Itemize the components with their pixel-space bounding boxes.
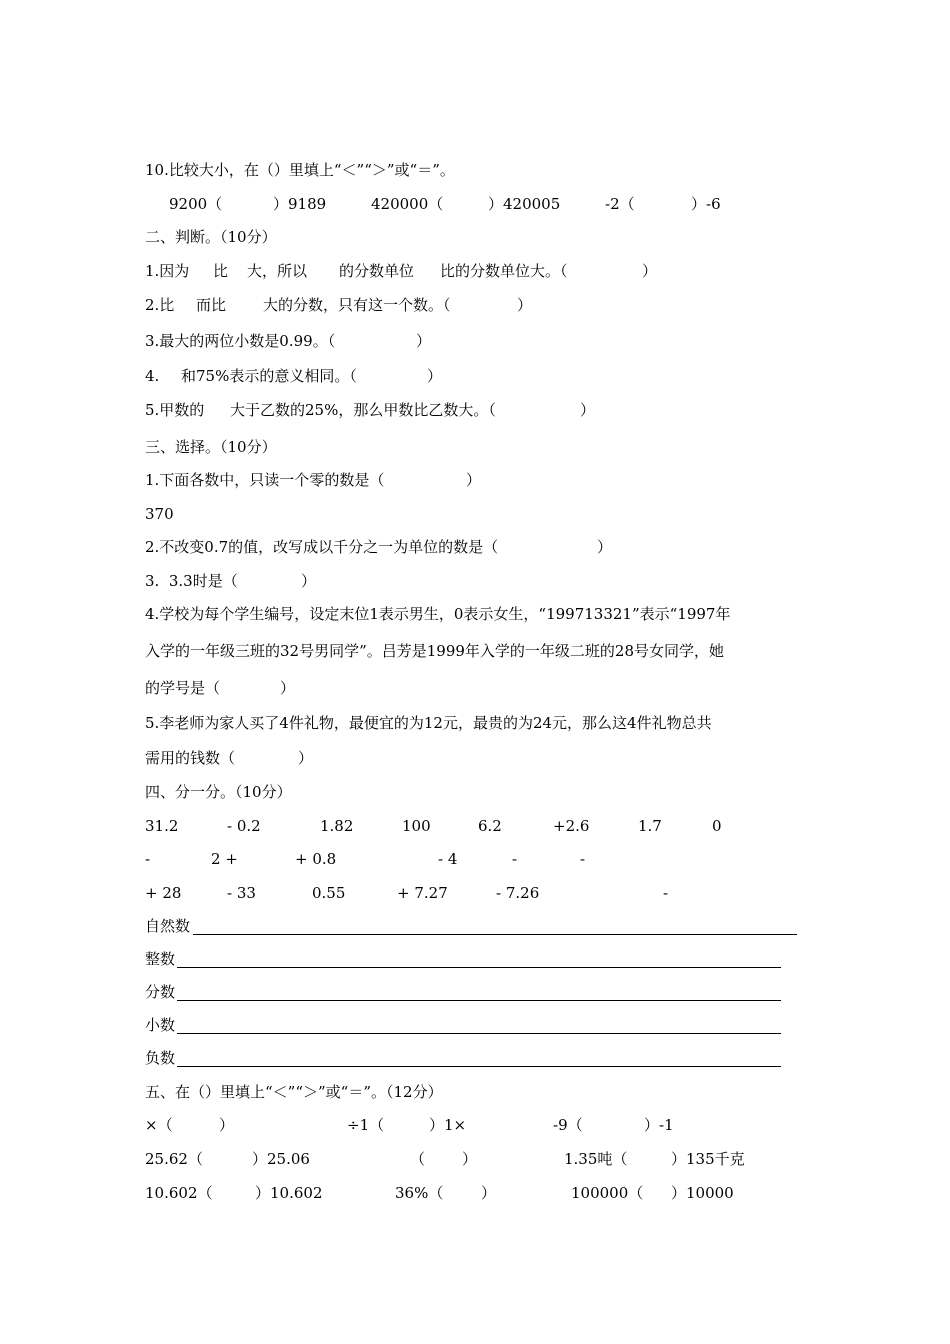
compare-item: ）10.602 xyxy=(255,1184,323,1202)
choice-item-5: 需用的钱数（ xyxy=(145,749,236,767)
answer-line[interactable] xyxy=(177,967,781,968)
q10-item: ）-6 xyxy=(691,195,721,213)
number-item: 100 xyxy=(402,817,431,835)
judge-item-1: 的分数单位 xyxy=(339,262,415,280)
compare-item: ） xyxy=(481,1184,497,1202)
choice-item-2: 2.不改变0.7的值，改写成以千分之一为单位的数是（ xyxy=(145,538,499,556)
number-item: 0 xyxy=(712,817,722,835)
number-item: - 7.26 xyxy=(496,884,540,902)
choice-item-4: 入学的一年级三班的32号男同学”。吕芳是1999年入学的一年级二班的28号女同学，她 xyxy=(145,642,725,660)
judge-item-4: 4. xyxy=(145,367,160,385)
compare-item: ）-1 xyxy=(644,1116,674,1134)
compare-item: （ xyxy=(410,1150,426,1168)
choice-option: 370 xyxy=(145,505,174,523)
q10-item: -2（ xyxy=(605,195,635,213)
answer-line[interactable] xyxy=(177,1000,781,1001)
compare-item: ×（ xyxy=(145,1116,173,1134)
compare-item: ）1× xyxy=(429,1116,467,1134)
number-item: - xyxy=(580,850,586,868)
category-label-decimal: 小数 xyxy=(145,1016,176,1034)
choice-item-3: ） xyxy=(301,572,317,590)
category-label-fraction: 分数 xyxy=(145,983,176,1001)
number-item: 2 + xyxy=(211,850,238,868)
number-item: - xyxy=(145,850,151,868)
number-item: + 0.8 xyxy=(295,850,337,868)
judge-item-5: ） xyxy=(580,401,596,419)
choice-item-4: 4.学校为每个学生编号，设定末位1表示男生，0表示女生，“199713321”表示“1997年 xyxy=(145,605,731,623)
q10-item: ）420005 xyxy=(488,195,561,213)
q10-item: 9200（ xyxy=(169,195,223,213)
q10-item: ）9189 xyxy=(273,195,327,213)
compare-item: 100000（ xyxy=(571,1184,644,1202)
number-item: - xyxy=(663,884,669,902)
number-item: + 7.27 xyxy=(397,884,448,902)
judge-item-5: 大于乙数的25%，那么甲数比乙数大。（ xyxy=(230,401,496,419)
answer-line[interactable] xyxy=(177,1066,781,1067)
judge-item-3: ） xyxy=(416,332,432,350)
compare-item: ÷1（ xyxy=(347,1116,385,1134)
number-item: - 0.2 xyxy=(227,817,261,835)
judge-item-4: 和75%表示的意义相同。（ xyxy=(181,367,357,385)
judge-item-4: ） xyxy=(427,367,443,385)
compare-item: 36%（ xyxy=(395,1184,444,1202)
compare-item: ）10000 xyxy=(671,1184,734,1202)
answer-line[interactable] xyxy=(177,1033,781,1034)
judge-item-2: 2.比 xyxy=(145,296,175,314)
number-item: 6.2 xyxy=(478,817,502,835)
judge-item-1: 1.因为 xyxy=(145,262,190,280)
section3-heading: 三、选择。（10分） xyxy=(145,438,277,456)
number-item: 1.82 xyxy=(320,817,354,835)
section4-heading: 四、分一分。（10分） xyxy=(145,783,292,801)
category-label-negative: 负数 xyxy=(145,1049,176,1067)
compare-item: ） xyxy=(219,1116,235,1134)
section2-heading: 二、判断。（10分） xyxy=(145,228,277,246)
judge-item-2: 而比 xyxy=(196,296,227,314)
answer-line[interactable] xyxy=(193,934,797,935)
judge-item-1: ） xyxy=(642,262,658,280)
choice-item-4: ） xyxy=(280,679,296,697)
category-label-integer: 整数 xyxy=(145,950,176,968)
category-label-natural: 自然数 xyxy=(145,917,191,935)
number-item: - xyxy=(512,850,518,868)
number-item: - 4 xyxy=(438,850,458,868)
number-item: + 28 xyxy=(145,884,182,902)
judge-item-5: 5.甲数的 xyxy=(145,401,205,419)
compare-item: ） xyxy=(462,1150,478,1168)
compare-item: 10.602（ xyxy=(145,1184,213,1202)
section5-heading: 五、在（）里填上“＜”“＞”或“＝”。（12分） xyxy=(145,1083,443,1101)
judge-item-1: 大，所以 xyxy=(247,262,308,280)
choice-item-5: 5.李老师为家人买了4件礼物，最便宜的为12元，最贵的为24元，那么这4件礼物总共 xyxy=(145,714,712,732)
choice-item-2: ） xyxy=(597,538,613,556)
choice-item-5: ） xyxy=(298,749,314,767)
compare-item: ）135千克 xyxy=(671,1150,745,1168)
choice-item-3: 3. 3.3时是（ xyxy=(145,572,238,590)
choice-item-4: 的学号是（ xyxy=(145,679,221,697)
compare-item: ）25.06 xyxy=(252,1150,310,1168)
compare-item: 1.35吨（ xyxy=(564,1150,628,1168)
choice-item-1: ） xyxy=(466,471,482,489)
q10-item: 420000（ xyxy=(371,195,444,213)
judge-item-2: 大的分数，只有这一个数。（ xyxy=(263,296,451,314)
compare-item: 25.62（ xyxy=(145,1150,203,1168)
compare-item: -9（ xyxy=(553,1116,583,1134)
q10-title: 10.比较大小，在（）里填上“＜”“＞”或“＝”。 xyxy=(145,161,455,179)
number-item: 1.7 xyxy=(638,817,662,835)
number-item: 31.2 xyxy=(145,817,179,835)
judge-item-3: 3.最大的两位小数是0.99。（ xyxy=(145,332,336,350)
number-item: +2.6 xyxy=(553,817,590,835)
judge-item-2: ） xyxy=(517,296,533,314)
choice-item-1: 1.下面各数中，只读一个零的数是（ xyxy=(145,471,385,489)
number-item: 0.55 xyxy=(312,884,346,902)
judge-item-1: 比的分数单位大。（ xyxy=(440,262,568,280)
number-item: - 33 xyxy=(227,884,256,902)
judge-item-1: 比 xyxy=(213,262,229,280)
